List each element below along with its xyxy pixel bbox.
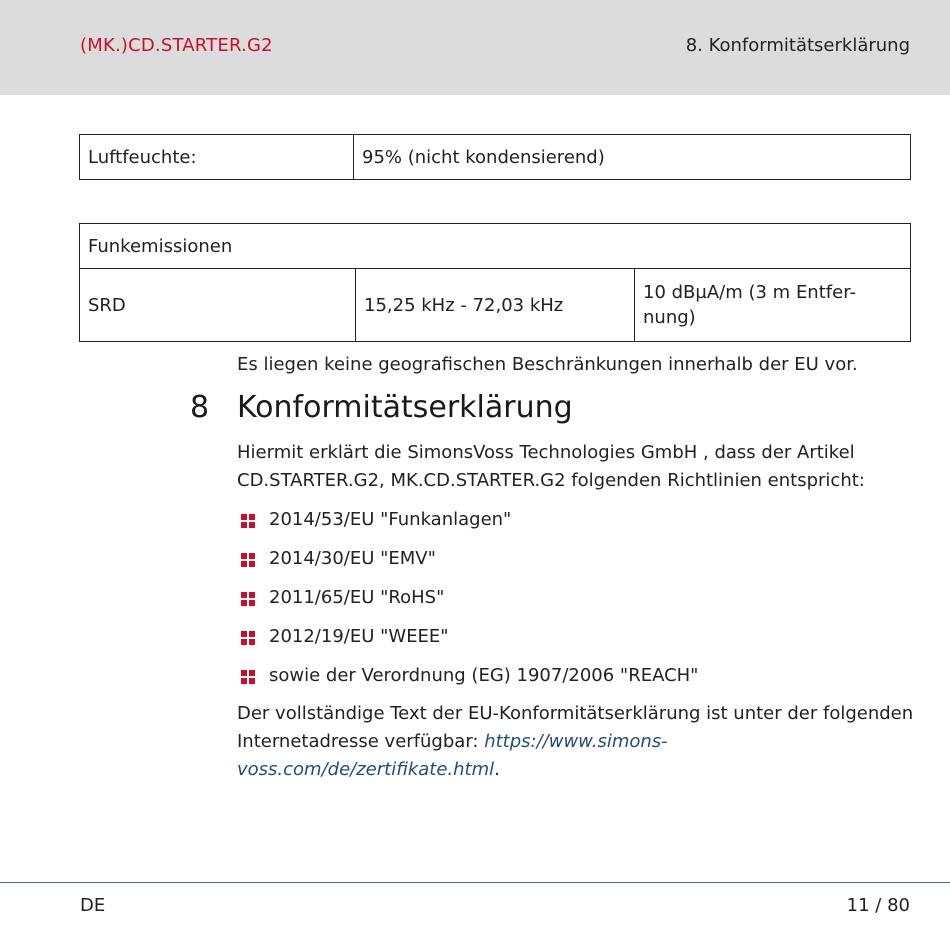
bullet-icon	[241, 670, 255, 684]
certificates-link[interactable]: https://www.simons-voss.com/de/zertifikate.html	[237, 731, 668, 780]
radio-frequency-cell: 15,25 kHz - 72,03 kHz	[356, 269, 635, 342]
directive-label: 2014/30/EU "EMV"	[269, 548, 436, 569]
radio-type-cell: SRD	[80, 269, 356, 342]
section-title: Konformitätserklärung	[237, 390, 573, 425]
radio-field-strength-cell: 10 dBµA/m (3 m Entfer-nung)	[635, 269, 911, 342]
directive-label: 2014/53/EU "Funkanlagen"	[269, 509, 512, 530]
closing-period: .	[494, 759, 500, 780]
section-number: 8	[190, 390, 210, 425]
header-section-title: 8. Konformitätserklärung	[685, 35, 910, 56]
humidity-value: 95% (nicht kondensierend)	[354, 135, 911, 180]
footer-divider	[0, 882, 950, 883]
bullet-icon	[241, 592, 255, 606]
closing-paragraph	[237, 700, 917, 784]
intro-paragraph: Hiermit erklärt die SimonsVoss Technologies GmbH , dass der Artikel CD.STARTER.G2, MK.CD.STARTER.G2 folgenden Richtlinien entspricht:	[237, 442, 865, 491]
humidity-label: Luftfeuchte:	[80, 135, 354, 180]
list-item	[237, 505, 698, 544]
bullet-icon	[241, 553, 255, 567]
table-row	[80, 269, 911, 342]
list-item	[237, 622, 698, 661]
humidity-table	[79, 134, 911, 180]
header-product-name: (MK.)CD.STARTER.G2	[80, 35, 273, 56]
geo-restriction-note: Es liegen keine geografischen Beschränkungen innerhalb der EU vor.	[237, 354, 858, 375]
list-item	[237, 544, 698, 583]
directive-label: 2011/65/EU "RoHS"	[269, 587, 445, 608]
table-row	[80, 224, 911, 269]
directive-label: sowie der Verordnung (EG) 1907/2006 "REACH"	[269, 665, 699, 686]
list-item	[237, 661, 698, 700]
page-number: 11 / 80	[846, 895, 910, 916]
radio-emissions-table	[79, 223, 911, 342]
bullet-icon	[241, 514, 255, 528]
closing-text: Der vollständige Text der EU-Konformitätserklärung ist unter der folgenden Internetadresse verfügbar:	[237, 703, 914, 752]
directive-label: 2012/19/EU "WEEE"	[269, 626, 449, 647]
table-row	[80, 135, 911, 180]
bullet-icon	[241, 631, 255, 645]
footer-language: DE	[80, 895, 106, 916]
list-item	[237, 583, 698, 622]
directive-list	[237, 505, 698, 700]
page-header	[0, 0, 950, 95]
section-heading	[190, 390, 573, 425]
radio-table-caption: Funkemissionen	[80, 224, 911, 269]
